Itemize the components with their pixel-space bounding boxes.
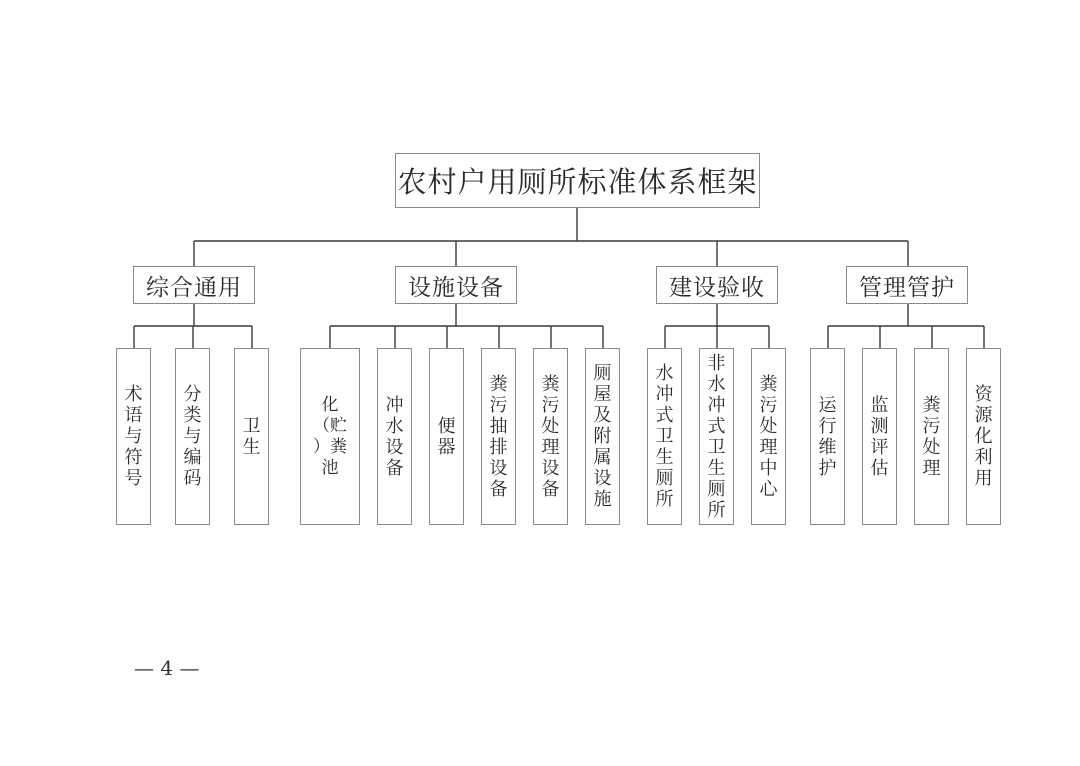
leaf-node (377, 348, 412, 525)
category-node-facilities (395, 266, 517, 304)
leaf-node (234, 348, 269, 525)
leaf-node (647, 348, 682, 525)
leaf-label: 化（贮）粪池 (313, 394, 347, 478)
leaf-node (429, 348, 464, 525)
leaf-label: 粪污抽排设备 (489, 373, 508, 500)
leaf-label: 厕屋及附属设施 (593, 363, 612, 510)
leaf-label: 分类与编码 (183, 384, 202, 489)
leaf-node (966, 348, 1001, 525)
leaf-node (481, 348, 516, 525)
leaf-label: 水冲式卫生厕所 (655, 363, 674, 510)
category-label: 管理管护 (859, 274, 955, 301)
leaf-node (533, 348, 568, 525)
leaf-label: 非水冲式卫生厕所 (707, 352, 726, 521)
leaf-node (585, 348, 620, 525)
leaf-label: 运行维护 (818, 394, 837, 479)
category-label: 设施设备 (408, 274, 504, 301)
category-node-construction (656, 266, 778, 304)
root-label: 农村户用厕所标准体系框架 (397, 165, 758, 199)
leaf-node (116, 348, 151, 525)
page-number: — 4 — (134, 656, 200, 680)
leaf-node (862, 348, 897, 525)
root-node (395, 153, 760, 208)
leaf-label: 粪污处理 (922, 394, 941, 479)
category-node-general (133, 266, 255, 304)
leaf-label: 卫生 (242, 415, 261, 458)
leaf-label: 冲水设备 (385, 394, 404, 479)
leaf-node (914, 348, 949, 525)
category-node-management (846, 266, 968, 304)
category-label: 综合通用 (146, 274, 242, 301)
leaf-label: 粪污处理设备 (541, 373, 560, 500)
leaf-node (175, 348, 210, 525)
leaf-label: 监测评估 (870, 394, 889, 479)
category-label: 建设验收 (669, 274, 765, 301)
leaf-node (751, 348, 786, 525)
leaf-node (810, 348, 845, 525)
leaf-label: 术语与符号 (124, 384, 143, 489)
leaf-label: 粪污处理中心 (759, 373, 778, 500)
leaf-node (699, 348, 734, 525)
leaf-label: 资源化利用 (974, 384, 993, 489)
leaf-label: 便器 (437, 415, 456, 458)
leaf-node (300, 348, 360, 525)
